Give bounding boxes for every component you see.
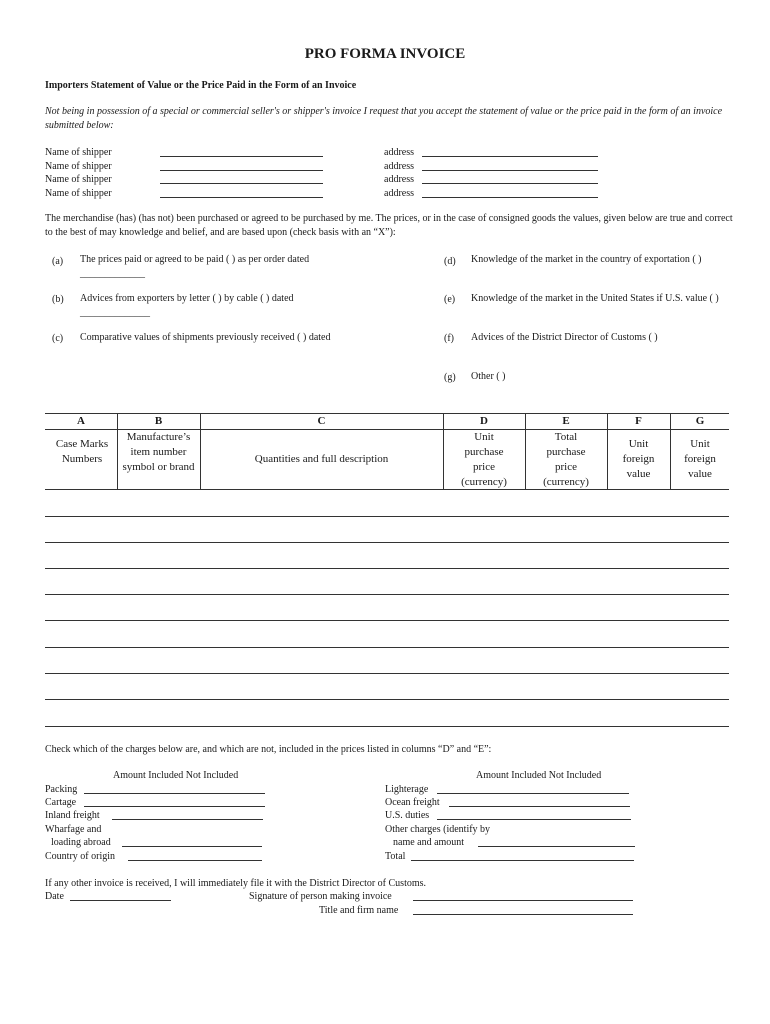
charge-other-label: Other charges (identify by (385, 824, 491, 835)
charge-country-origin-field[interactable] (128, 851, 262, 861)
shipper-name-field-2[interactable] (160, 161, 323, 171)
option-c-text[interactable]: Comparative values of shipments previously received ( ) dated (80, 332, 331, 343)
address-field-4[interactable] (422, 188, 598, 198)
column-d-header: Unit purchase price (currency) (461, 431, 507, 488)
charge-name-amount-label: name and amount (393, 837, 465, 848)
charge-inland-freight-field[interactable] (112, 810, 263, 820)
table-row[interactable] (45, 516, 729, 517)
charge-name-amount-field[interactable] (478, 837, 635, 847)
column-f-letter: F (635, 415, 642, 427)
page-title: PRO FORMA INVOICE (304, 46, 466, 62)
address-field-1[interactable] (422, 147, 598, 157)
option-f-letter: (f) (444, 333, 454, 344)
title-firm-field[interactable] (413, 905, 633, 915)
shipper-label-1: Name of shipper (45, 147, 112, 158)
charge-lighterage-field[interactable] (437, 784, 629, 794)
table-row[interactable] (45, 620, 729, 621)
date-field[interactable] (70, 891, 171, 901)
charge-country-origin-label: Country of origin (45, 851, 115, 862)
shipper-name-field-3[interactable] (160, 174, 323, 184)
option-b-letter: (b) (52, 294, 64, 305)
column-f-header: Unit foreign value (622, 438, 655, 480)
shipper-name-field-1[interactable] (160, 147, 323, 157)
table-row[interactable] (45, 726, 729, 727)
column-b-letter: B (154, 415, 163, 427)
column-c-letter: C (317, 415, 326, 427)
charge-total-field[interactable] (411, 851, 634, 861)
option-b-text[interactable]: Advices from exporters by letter ( ) by cable ( ) dated ______________ (80, 293, 294, 318)
option-a-text[interactable]: The prices paid or agreed to be paid ( ) as per order dated _____________ (80, 254, 310, 279)
option-d-letter: (d) (444, 256, 456, 267)
charge-loading-abroad-field[interactable] (122, 837, 262, 847)
column-a-header: Case Marks Numbers (55, 438, 109, 465)
option-g-text[interactable]: Other ( ) (471, 371, 506, 382)
column-b-header: Manufacture’s item number symbol or brand (122, 431, 195, 473)
option-f-text[interactable]: Advices of the District Director of Customs ( ) (471, 332, 658, 343)
column-g-letter: G (695, 415, 705, 427)
charges-intro: Check which of the charges below are, and which are not, included in the prices listed in columns “D” and “E”: (45, 744, 492, 755)
address-label-2: address (384, 161, 414, 172)
column-d-letter: D (480, 415, 488, 427)
address-label-1: address (384, 147, 414, 158)
charge-wharfage-label: Wharfage and (45, 824, 102, 835)
charge-packing-label: Packing (45, 784, 78, 795)
column-c-header: Quantities and full description (254, 453, 389, 465)
charge-ocean-freight-field[interactable] (449, 797, 630, 807)
footer-statement: If any other invoice is received, I will immediately file it with the District Director of Customs. (45, 878, 427, 889)
title-firm-label: Title and firm name (319, 905, 399, 916)
table-top-border (45, 413, 729, 414)
shipper-label-3: Name of shipper (45, 174, 112, 185)
charge-loading-abroad-label: loading abroad (51, 837, 111, 848)
charges-header-right: Amount Included Not Included (476, 770, 602, 781)
charge-cartage-field[interactable] (84, 797, 265, 807)
charge-ocean-freight-label: Ocean freight (385, 797, 440, 808)
option-c-letter: (c) (52, 333, 64, 344)
signature-field[interactable] (413, 891, 633, 901)
option-e-letter: (e) (444, 294, 456, 305)
option-d-text[interactable]: Knowledge of the market in the country of exportation ( ) (471, 254, 702, 265)
column-e-header: Total purchase price (currency) (543, 431, 589, 488)
address-field-3[interactable] (422, 174, 598, 184)
shipper-name-field-4[interactable] (160, 188, 323, 198)
table-row[interactable] (45, 542, 729, 543)
address-label-3: address (384, 174, 414, 185)
charges-header-left: Amount Included Not Included (113, 770, 239, 781)
merchandise-statement: The merchandise (has) (has not) been purchased or agreed to be purchased by me. The prices, or in the case of consigned goods the values, given below are true and correct to the best of may knowledge and belief, and are based upon (check basis with an “X”): (45, 213, 733, 238)
column-e-letter: E (562, 415, 570, 427)
shipper-label-2: Name of shipper (45, 161, 112, 172)
table-row[interactable] (45, 673, 729, 674)
table-row[interactable] (45, 699, 729, 700)
charge-packing-field[interactable] (84, 784, 265, 794)
table-row[interactable] (45, 594, 729, 595)
charge-us-duties-field[interactable] (437, 810, 631, 820)
column-g-header: Unit foreign value (684, 438, 716, 480)
table-row[interactable] (45, 568, 729, 569)
table-row[interactable] (45, 647, 729, 648)
table-header-bottom-border (45, 489, 729, 490)
date-label: Date (45, 891, 64, 902)
option-e-text[interactable]: Knowledge of the market in the United States if U.S. value ( ) (471, 293, 719, 304)
charge-cartage-label: Cartage (45, 797, 77, 808)
option-a-letter: (a) (52, 256, 64, 267)
intro-paragraph: Not being in possession of a special or commercial seller's or shipper's invoice I request that you accept the statement of value or the price paid in the form of an invoice submitted below: (45, 106, 723, 131)
option-g-letter: (g) (444, 372, 456, 383)
charge-total-label: Total (385, 851, 406, 862)
charge-lighterage-label: Lighterage (385, 784, 429, 795)
address-label-4: address (384, 188, 414, 199)
address-field-2[interactable] (422, 161, 598, 171)
column-a-letter: A (77, 415, 85, 427)
charge-inland-freight-label: Inland freight (45, 810, 100, 821)
charge-us-duties-label: U.S. duties (385, 810, 430, 821)
form-subheading: Importers Statement of Value or the Price Paid in the Form of an Invoice (45, 80, 357, 91)
signature-label: Signature of person making invoice (249, 891, 392, 902)
shipper-label-4: Name of shipper (45, 188, 112, 199)
